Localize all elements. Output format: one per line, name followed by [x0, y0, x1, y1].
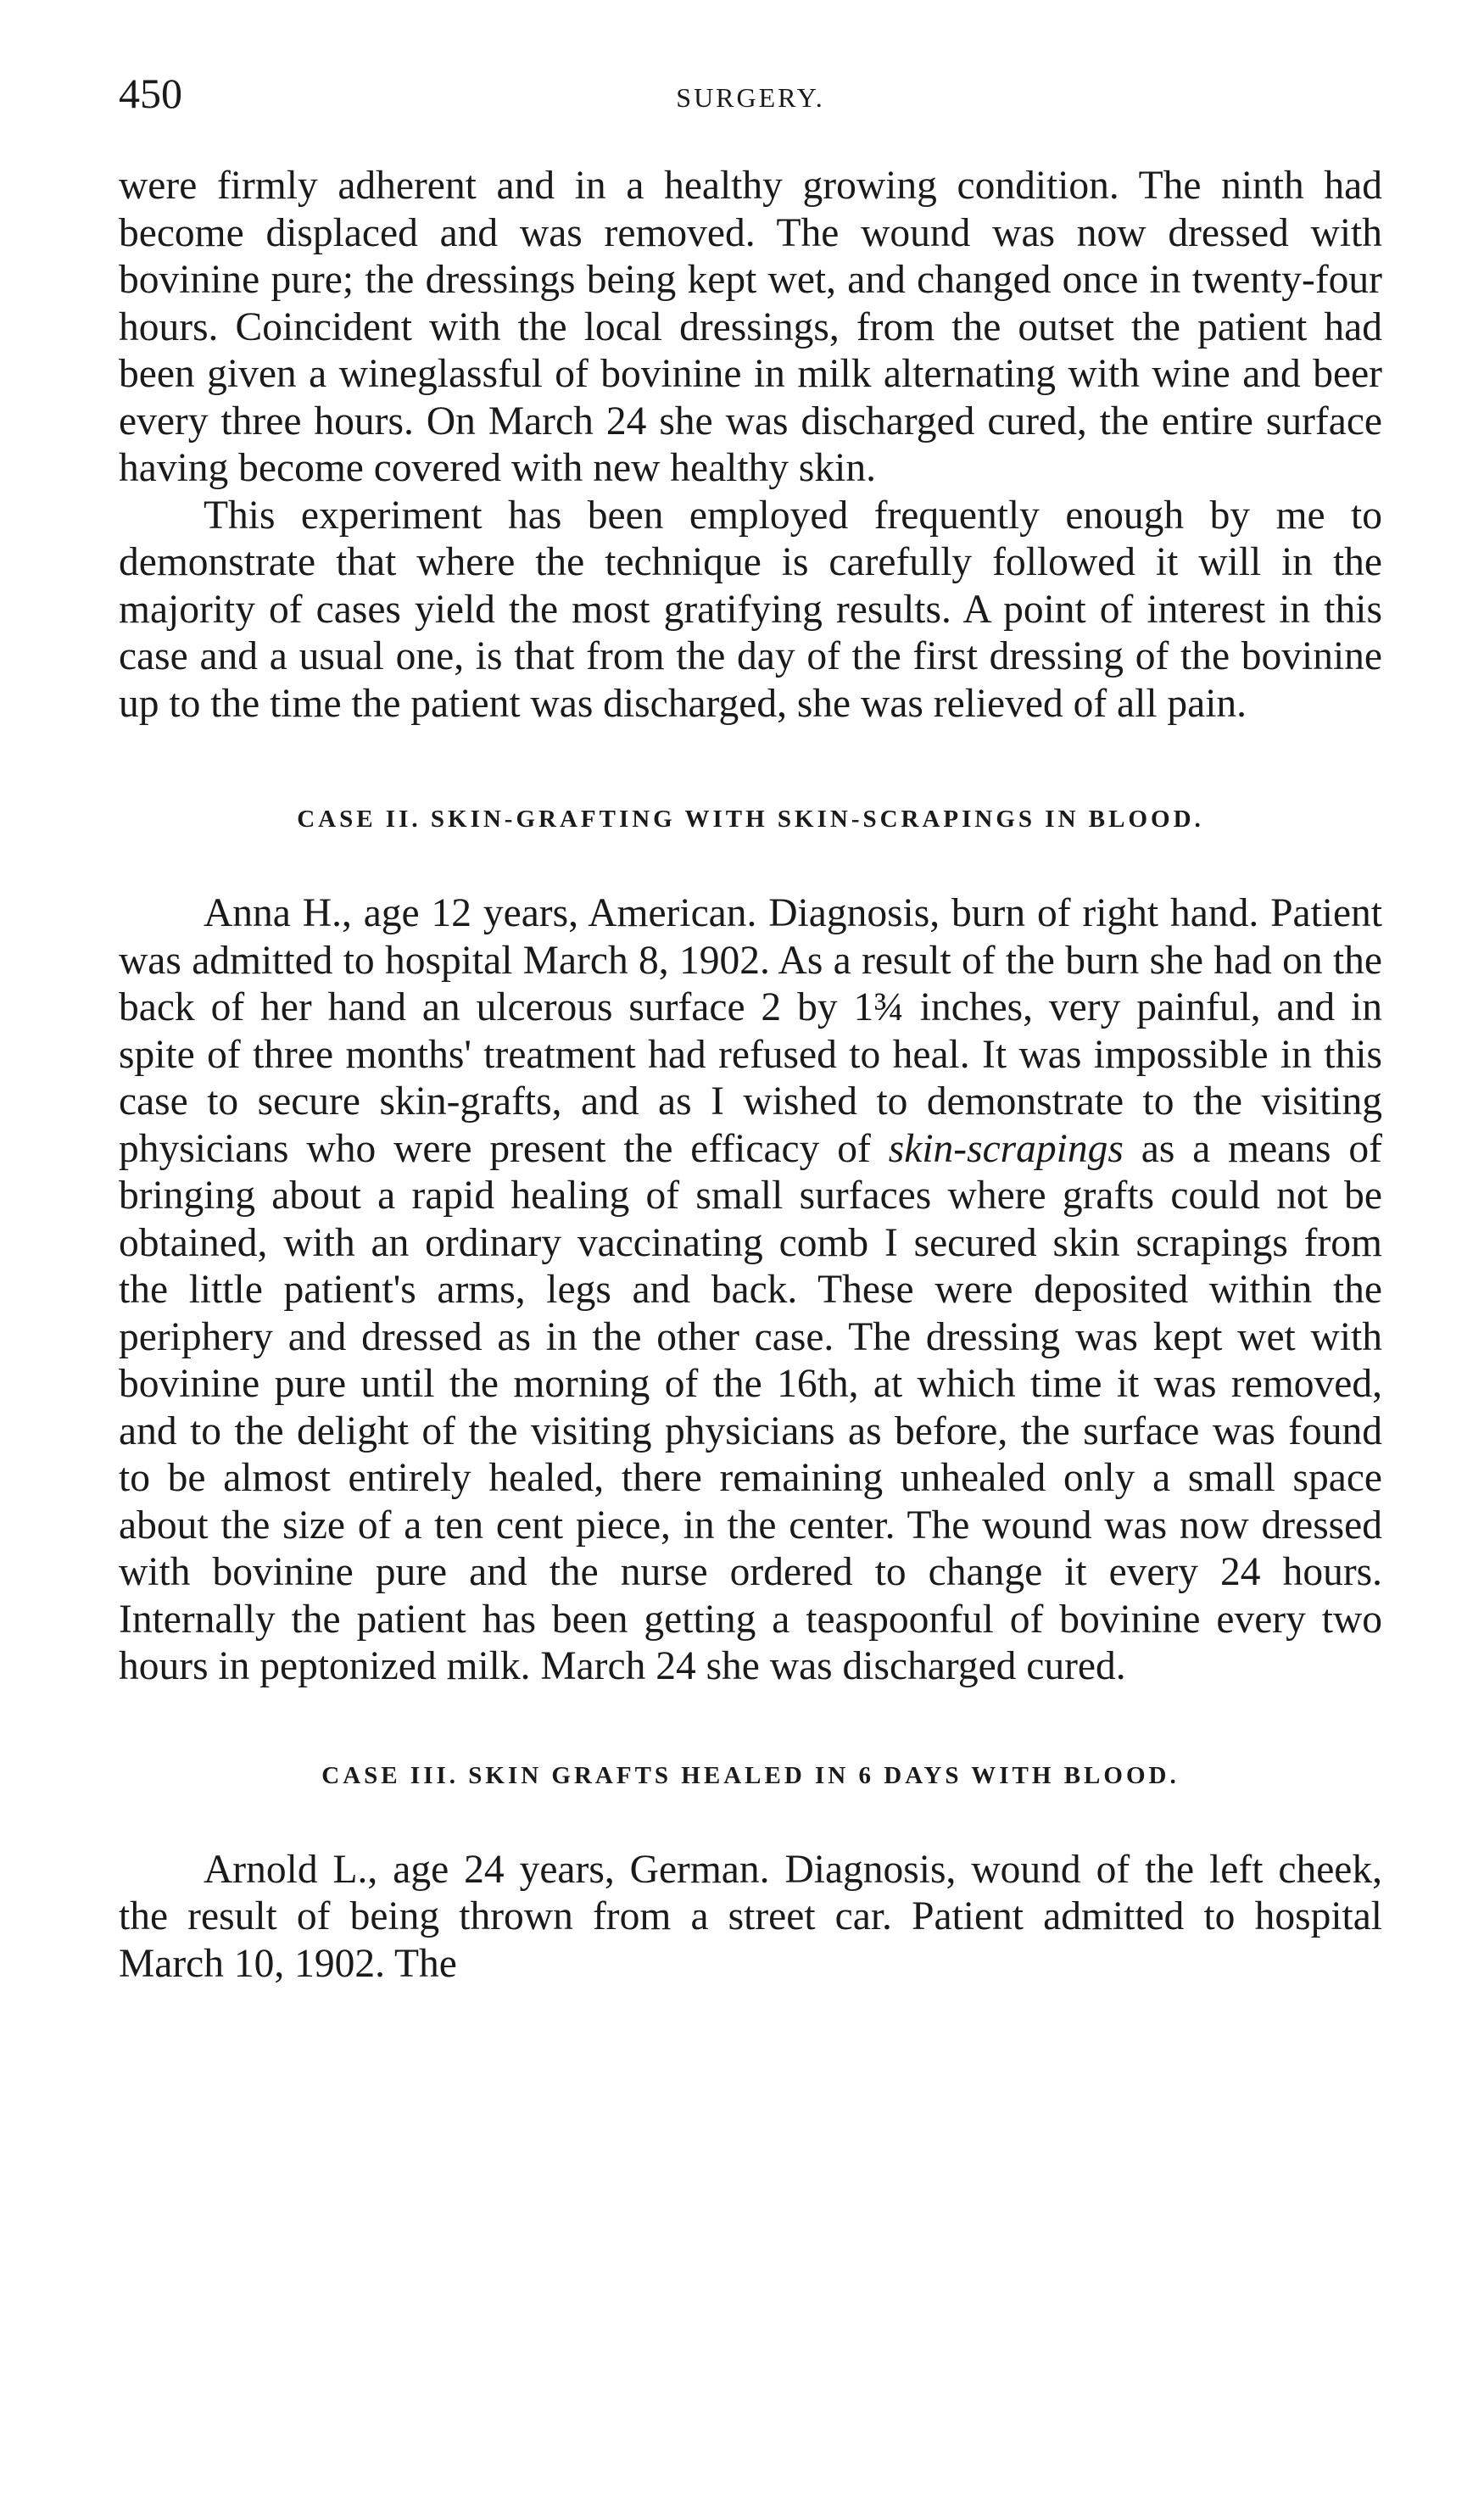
case-2-body	[119, 890, 1382, 1691]
page-number: 450	[119, 70, 182, 117]
case-3-heading: CASE III. SKIN GRAFTS HEALED IN 6 DAYS WITH BLOOD.	[321, 1761, 1180, 1789]
case-3-body: Arnold L., age 24 years, German. Diagnosis, wound of the left cheek, the result of being thrown from a street car. Patient admitted to hospital March 10, 1902. The	[119, 1847, 1382, 1986]
paragraph-continued: were firmly adherent and in a healthy growing condition. The ninth had become displaced and was removed. The wound was now dressed with bovinine pure; the dressings being kept wet, and changed once in twenty-four hours. Coincident with the local dressings, from the outset the patient had been given a wineglassful of bovinine in milk alternating with wine and beer every three hours. On March 24 she was discharged cured, the entire surface having become covered with new healthy skin.	[119, 164, 1382, 490]
running-head	[119, 59, 1382, 127]
running-title: SURGERY.	[676, 82, 825, 113]
case-2-text-part-2: as a means of bringing about a rapid healing of small surfaces where grafts could not be obtained, with an ordinary vaccinating comb I secured skin scrapings from the little patient's arms, legs and back. These were deposited within the periphery and dressed as in the other case. The dressing was kept wet with bovinine pure until the morning of the 16th, at which time it was removed, and to the delight of the visiting physicians as before, the surface was found to be almost entirely healed, there remaining unhealed only a small space about the size of a ten cent piece, in the center. The wound was now dressed with bovinine pure and the nurse ordered to change it every 24 hours. Internally the patient has been getting a teaspoonful of bovinine every two hours in peptonized milk. March 24 she was discharged cured.	[119, 1126, 1382, 1688]
paragraph-experiment: This experiment has been employed frequently enough by me to demonstrate that where the technique is carefully followed it will in the majority of cases yield the most gratifying results. A point of interest in this case and a usual one, is that from the day of the first dressing of the bovinine up to the time the patient was discharged, she was relieved of all pain.	[119, 493, 1382, 726]
book-page	[119, 59, 1382, 1988]
case-2-heading: CASE II. SKIN-GRAFTING WITH SKIN-SCRAPINGS IN BLOOD.	[297, 806, 1204, 833]
case-2-text-part-1: Anna H., age 12 years, American. Diagnosis, burn of right hand. Patient was admitted to hospital March 8, 1902. As a result of the burn she had on the back of her hand an ulcerous surface 2 by 1¾ inches, very painful, and in spite of three months' treatment had refused to heal. It was impossible in this case to secure skin-grafts, and as I wished to demonstrate to the visiting physicians who were present the efficacy of	[119, 891, 1382, 1171]
case-2-italic-term: skin-scrapings	[888, 1126, 1124, 1171]
